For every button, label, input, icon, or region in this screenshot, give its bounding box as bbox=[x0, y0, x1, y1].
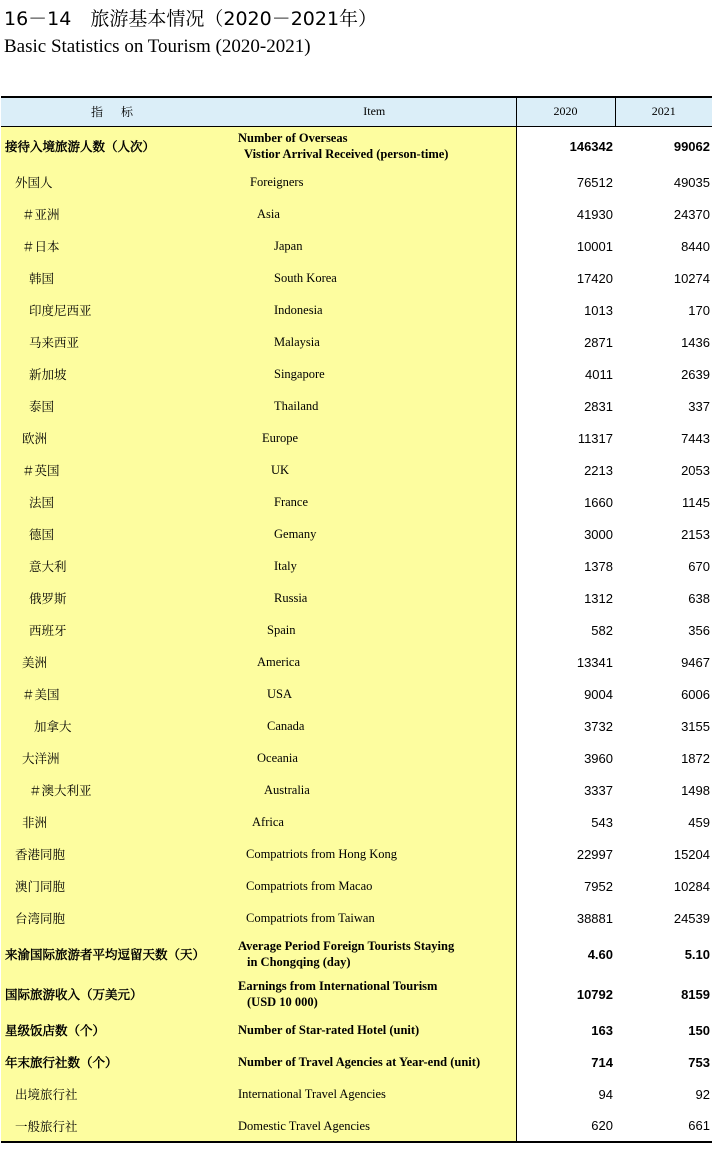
row-label-cn: 西班牙 bbox=[1, 614, 233, 646]
row-label-en: Japan bbox=[233, 230, 516, 262]
row-label-en: Number of Travel Agencies at Year-end (unit) bbox=[233, 1046, 516, 1078]
row-label-cn: 外国人 bbox=[1, 166, 233, 198]
value-2020: 146342 bbox=[516, 126, 615, 166]
table-row bbox=[1, 974, 712, 1014]
value-2021: 150 bbox=[615, 1014, 712, 1046]
value-2020: 94 bbox=[516, 1078, 615, 1110]
value-2020: 620 bbox=[516, 1110, 615, 1142]
row-label-en: Foreigners bbox=[233, 166, 516, 198]
value-2021: 459 bbox=[615, 806, 712, 838]
value-2021: 15204 bbox=[615, 838, 712, 870]
table-row bbox=[1, 454, 712, 486]
table-row bbox=[1, 358, 712, 390]
row-label-cn: 法国 bbox=[1, 486, 233, 518]
row-label-cn: ＃英国 bbox=[1, 454, 233, 486]
table-row bbox=[1, 1046, 712, 1078]
value-2021: 2639 bbox=[615, 358, 712, 390]
row-label-en: Gemany bbox=[233, 518, 516, 550]
row-label-cn: 澳门同胞 bbox=[1, 870, 233, 902]
row-label-en: Thailand bbox=[233, 390, 516, 422]
value-2020: 3732 bbox=[516, 710, 615, 742]
row-label-en: Singapore bbox=[233, 358, 516, 390]
row-label-en: Compatriots from Macao bbox=[233, 870, 516, 902]
value-2020: 3960 bbox=[516, 742, 615, 774]
row-label-cn: 香港同胞 bbox=[1, 838, 233, 870]
value-2020: 11317 bbox=[516, 422, 615, 454]
table-row bbox=[1, 838, 712, 870]
row-label-cn: ＃澳大利亚 bbox=[1, 774, 233, 806]
value-2021: 638 bbox=[615, 582, 712, 614]
table-row bbox=[1, 646, 712, 678]
table-row bbox=[1, 1110, 712, 1142]
row-label-en-line2: Vistior Arrival Received (person-time) bbox=[244, 147, 449, 162]
row-label-en: Oceania bbox=[233, 742, 516, 774]
value-2020: 10001 bbox=[516, 230, 615, 262]
table-row bbox=[1, 126, 712, 166]
row-label-en: Australia bbox=[233, 774, 516, 806]
value-2021: 170 bbox=[615, 294, 712, 326]
row-label-en: International Travel Agencies bbox=[233, 1078, 516, 1110]
row-label-en-line2: in Chongqing (day) bbox=[247, 955, 351, 969]
row-label-cn: 年末旅行社数（个） bbox=[1, 1046, 233, 1078]
row-label-cn: 意大利 bbox=[1, 550, 233, 582]
row-label-en: Canada bbox=[233, 710, 516, 742]
row-label-cn: 新加坡 bbox=[1, 358, 233, 390]
value-2020: 1312 bbox=[516, 582, 615, 614]
table-row bbox=[1, 1078, 712, 1110]
value-2021: 99062 bbox=[615, 126, 712, 166]
row-label-cn: ＃美国 bbox=[1, 678, 233, 710]
value-2020: 13341 bbox=[516, 646, 615, 678]
row-label-en-line1: Earnings from International Tourism bbox=[238, 979, 438, 993]
row-label-en: France bbox=[233, 486, 516, 518]
table-row bbox=[1, 614, 712, 646]
value-2021: 1498 bbox=[615, 774, 712, 806]
row-label-en: Africa bbox=[233, 806, 516, 838]
table-row bbox=[1, 742, 712, 774]
value-2021: 9467 bbox=[615, 646, 712, 678]
value-2020: 10792 bbox=[516, 974, 615, 1014]
table-row bbox=[1, 870, 712, 902]
table-row bbox=[1, 774, 712, 806]
value-2021: 7443 bbox=[615, 422, 712, 454]
value-2021: 753 bbox=[615, 1046, 712, 1078]
row-label-en: Europe bbox=[233, 422, 516, 454]
row-label-cn: 非洲 bbox=[1, 806, 233, 838]
row-label-en: USA bbox=[233, 678, 516, 710]
value-2021: 356 bbox=[615, 614, 712, 646]
value-2020: 3337 bbox=[516, 774, 615, 806]
value-2021: 2053 bbox=[615, 454, 712, 486]
row-label-cn: 接待入境旅游人数（人次） bbox=[1, 126, 233, 166]
row-label-cn: 台湾同胞 bbox=[1, 902, 233, 934]
row-label-en-line1: Average Period Foreign Tourists Staying bbox=[238, 939, 455, 953]
value-2020: 38881 bbox=[516, 902, 615, 934]
row-label-cn: 德国 bbox=[1, 518, 233, 550]
row-label-cn: 美洲 bbox=[1, 646, 233, 678]
value-2021: 1872 bbox=[615, 742, 712, 774]
row-label-cn: 泰国 bbox=[1, 390, 233, 422]
value-2020: 582 bbox=[516, 614, 615, 646]
value-2021: 92 bbox=[615, 1078, 712, 1110]
value-2020: 1013 bbox=[516, 294, 615, 326]
table-row bbox=[1, 550, 712, 582]
table-row bbox=[1, 166, 712, 198]
value-2020: 76512 bbox=[516, 166, 615, 198]
row-label-cn: 欧洲 bbox=[1, 422, 233, 454]
value-2021: 1436 bbox=[615, 326, 712, 358]
row-label-cn: 来渝国际旅游者平均逗留天数（天） bbox=[1, 934, 233, 974]
value-2021: 5.10 bbox=[615, 934, 712, 974]
value-2021: 670 bbox=[615, 550, 712, 582]
value-2021: 10274 bbox=[615, 262, 712, 294]
table-row bbox=[1, 710, 712, 742]
table-header-row bbox=[1, 97, 712, 126]
value-2020: 1378 bbox=[516, 550, 615, 582]
row-label-en bbox=[233, 934, 516, 974]
row-label-en: Italy bbox=[233, 550, 516, 582]
row-label-en: Compatriots from Taiwan bbox=[233, 902, 516, 934]
value-2020: 41930 bbox=[516, 198, 615, 230]
row-label-cn: 俄罗斯 bbox=[1, 582, 233, 614]
value-2021: 661 bbox=[615, 1110, 712, 1142]
value-2021: 8440 bbox=[615, 230, 712, 262]
row-label-en: Malaysia bbox=[233, 326, 516, 358]
table-row bbox=[1, 326, 712, 358]
value-2020: 7952 bbox=[516, 870, 615, 902]
tourism-statistics-table bbox=[1, 96, 712, 1143]
header-year-2020: 2020 bbox=[516, 97, 615, 126]
page-title-english: Basic Statistics on Tourism (2020-2021) bbox=[4, 36, 311, 57]
page-title-chinese: 16－14 旅游基本情况（2020－2021年） bbox=[4, 8, 378, 30]
table-row bbox=[1, 518, 712, 550]
value-2021: 49035 bbox=[615, 166, 712, 198]
row-label-cn: 韩国 bbox=[1, 262, 233, 294]
value-2021: 3155 bbox=[615, 710, 712, 742]
table-row bbox=[1, 806, 712, 838]
row-label-cn: 马来西亚 bbox=[1, 326, 233, 358]
row-label-cn: 出境旅行社 bbox=[1, 1078, 233, 1110]
value-2020: 543 bbox=[516, 806, 615, 838]
table-row bbox=[1, 934, 712, 974]
value-2021: 337 bbox=[615, 390, 712, 422]
value-2021: 1145 bbox=[615, 486, 712, 518]
value-2020: 1660 bbox=[516, 486, 615, 518]
value-2021: 24370 bbox=[615, 198, 712, 230]
row-label-cn: ＃日本 bbox=[1, 230, 233, 262]
row-label-cn: ＃亚洲 bbox=[1, 198, 233, 230]
header-year-2021: 2021 bbox=[615, 97, 712, 126]
value-2020: 4.60 bbox=[516, 934, 615, 974]
table-row bbox=[1, 902, 712, 934]
value-2021: 6006 bbox=[615, 678, 712, 710]
row-label-cn: 大洋洲 bbox=[1, 742, 233, 774]
row-label-cn: 印度尼西亚 bbox=[1, 294, 233, 326]
row-label-en: Asia bbox=[233, 198, 516, 230]
row-label-en-line2: (USD 10 000) bbox=[247, 995, 318, 1009]
value-2020: 2871 bbox=[516, 326, 615, 358]
table-row bbox=[1, 230, 712, 262]
value-2020: 2213 bbox=[516, 454, 615, 486]
value-2020: 4011 bbox=[516, 358, 615, 390]
value-2020: 163 bbox=[516, 1014, 615, 1046]
value-2020: 9004 bbox=[516, 678, 615, 710]
value-2020: 17420 bbox=[516, 262, 615, 294]
table-row bbox=[1, 582, 712, 614]
table-row bbox=[1, 486, 712, 518]
header-indicator-cn: 指标 bbox=[1, 97, 233, 126]
value-2021: 2153 bbox=[615, 518, 712, 550]
header-item: Item bbox=[233, 97, 516, 126]
row-label-en: America bbox=[233, 646, 516, 678]
row-label-cn: 加拿大 bbox=[1, 710, 233, 742]
row-label-en bbox=[233, 126, 516, 166]
row-label-cn: 国际旅游收入（万美元） bbox=[1, 974, 233, 1014]
value-2021: 10284 bbox=[615, 870, 712, 902]
row-label-en: Number of Star-rated Hotel (unit) bbox=[233, 1014, 516, 1046]
table-row bbox=[1, 198, 712, 230]
value-2020: 714 bbox=[516, 1046, 615, 1078]
row-label-en: Compatriots from Hong Kong bbox=[233, 838, 516, 870]
value-2020: 3000 bbox=[516, 518, 615, 550]
value-2021: 24539 bbox=[615, 902, 712, 934]
table-row bbox=[1, 678, 712, 710]
table-row bbox=[1, 390, 712, 422]
table-row bbox=[1, 262, 712, 294]
row-label-en: Indonesia bbox=[233, 294, 516, 326]
value-2021: 8159 bbox=[615, 974, 712, 1014]
value-2020: 22997 bbox=[516, 838, 615, 870]
row-label-en: UK bbox=[233, 454, 516, 486]
table-row bbox=[1, 294, 712, 326]
table-row bbox=[1, 422, 712, 454]
row-label-en-line1: Number of Overseas bbox=[238, 131, 348, 146]
row-label-en bbox=[233, 974, 516, 1014]
row-label-cn: 星级饭店数（个） bbox=[1, 1014, 233, 1046]
row-label-en: South Korea bbox=[233, 262, 516, 294]
row-label-cn: 一般旅行社 bbox=[1, 1110, 233, 1142]
row-label-en: Spain bbox=[233, 614, 516, 646]
table-row bbox=[1, 1014, 712, 1046]
row-label-en: Domestic Travel Agencies bbox=[233, 1110, 516, 1142]
row-label-en: Russia bbox=[233, 582, 516, 614]
value-2020: 2831 bbox=[516, 390, 615, 422]
